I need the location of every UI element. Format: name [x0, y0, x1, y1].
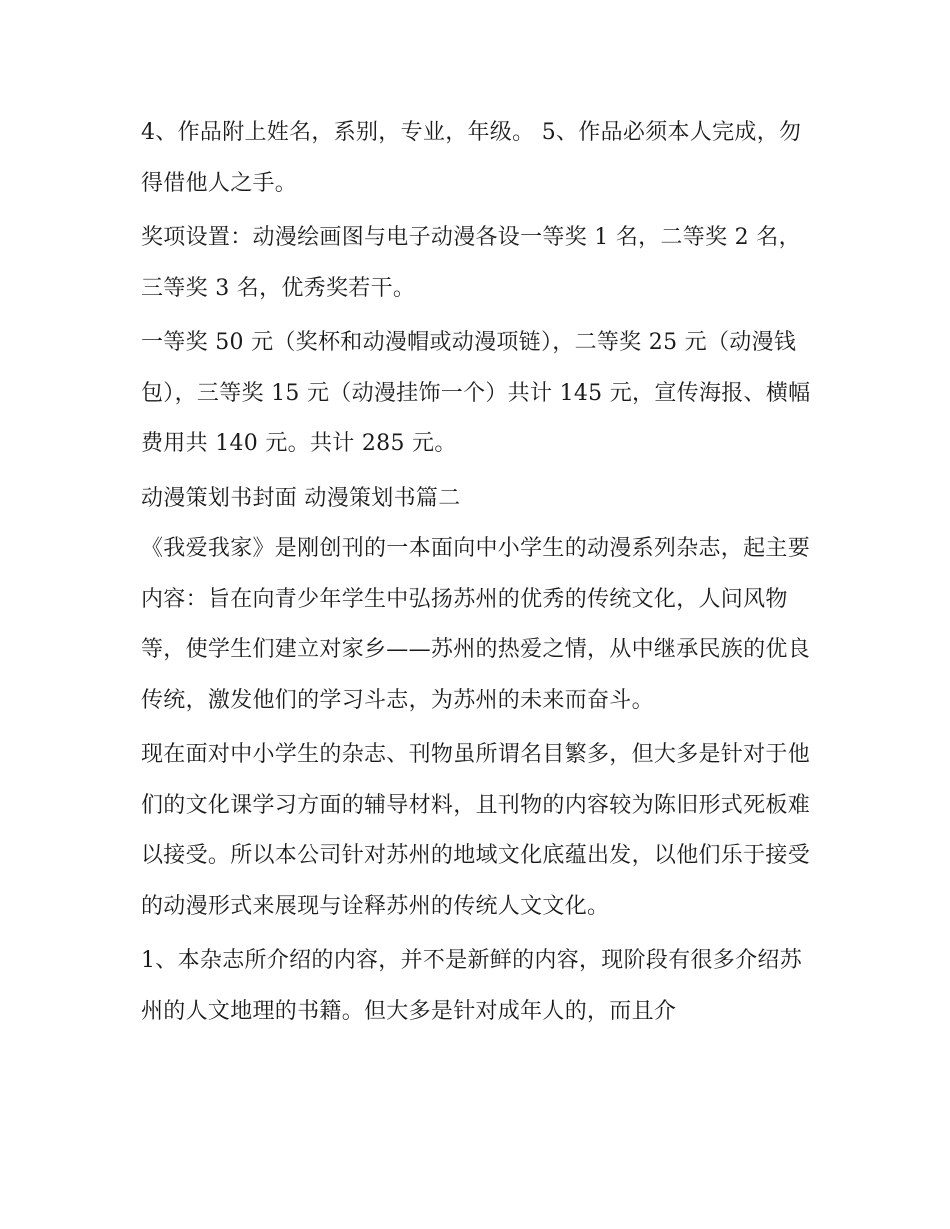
paragraph-prize-budget: 一等奖 50 元（奖杯和动漫帽或动漫项链），二等奖 25 元（动漫钱包），三等奖 15 元（动漫挂饰一个）共计 145 元，宣传海报、横幅费用共 140 元。共计 285 元。	[141, 330, 811, 456]
paragraph-magazine-intro: 《我爱我家》是刚创刊的一本面向中小学生的动漫系列杂志，起主要内容：旨在向青少年学生中弘扬苏州的优秀的传统文化，人问风物等，使学生们建立对家乡——苏州的热爱之情，从中继承民族的优良传统，激发他们的学习斗志，为苏州的未来而奋斗。	[141, 536, 811, 713]
paragraph-point-one: 1、本杂志所介绍的内容，并不是新鲜的内容，现阶段有很多介绍苏州的人文地理的书籍。但大多是针对成年人的，而且介	[141, 948, 802, 1024]
paragraph-award-settings: 奖项设置：动漫绘画图与电子动漫各设一等奖 1 名，二等奖 2 名，三等奖 3 名，优秀奖若干。	[141, 225, 801, 301]
paragraph-entry-requirements: 4、作品附上姓名，系别，专业，年级。 5、作品必须本人完成，勿得借他人之手。	[141, 120, 802, 196]
section-heading: 动漫策划书封面 动漫策划书篇二	[141, 485, 461, 511]
paragraph-market-analysis: 现在面对中小学生的杂志、刊物虽所谓名目繁多，但大多是针对于他们的文化课学习方面的辅导材料，且刊物的内容较为陈旧形式死板难以接受。所以本公司针对苏州的地域文化底蕴出发，以他们乐于接受的动漫形式来展现与诠释苏州的传统人文文化。	[141, 742, 811, 919]
document-page	[141, 108, 813, 1041]
